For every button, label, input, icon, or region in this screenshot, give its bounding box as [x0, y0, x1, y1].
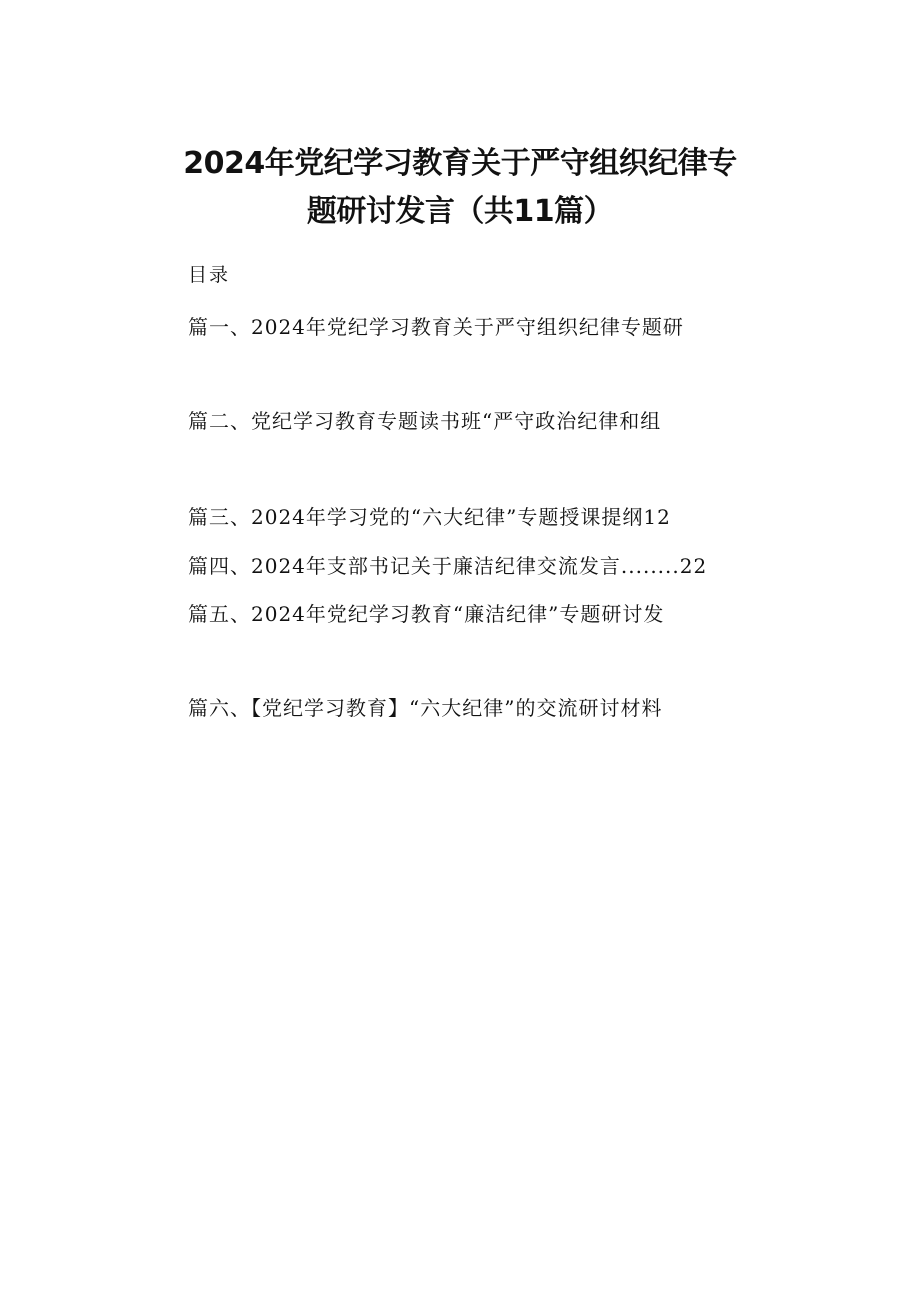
document-title-line-1: 2024年党纪学习教育关于严守组织纪律专 [183, 146, 737, 181]
document-title-line-2: 题研讨发言（共11篇） [306, 194, 614, 229]
toc-item-2[interactable]: 篇二、党纪学习教育专题读书班“严守政治纪律和组 [188, 409, 662, 433]
toc-item-6[interactable]: 篇六、【党纪学习教育】“六大纪律”的交流研讨材料 [188, 696, 663, 720]
toc-item-5[interactable]: 篇五、2024年党纪学习教育“廉洁纪律”专题研讨发 [188, 602, 665, 626]
toc-heading: 目录 [188, 264, 231, 286]
toc-item-1[interactable]: 篇一、2024年党纪学习教育关于严守组织纪律专题研 [188, 315, 684, 339]
toc-item-4[interactable]: 篇四、2024年支部书记关于廉洁纪律交流发言........22 [188, 554, 708, 578]
toc-item-3[interactable]: 篇三、2024年学习党的“六大纪律”专题授课提纲12 [188, 505, 671, 529]
